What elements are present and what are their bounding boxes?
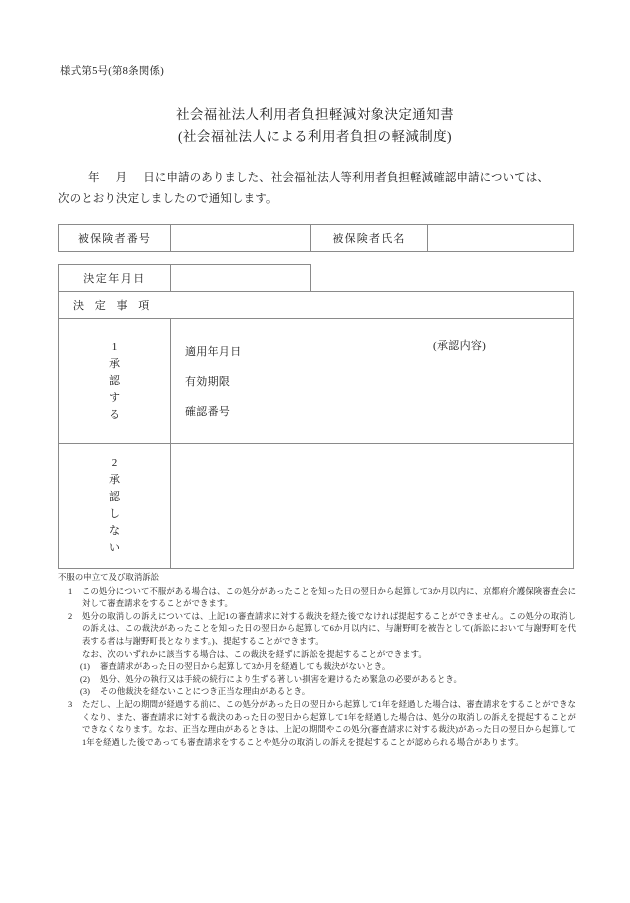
table-row [59, 444, 574, 569]
vtext-char: 2 [111, 457, 118, 469]
body-month-label: 月 [115, 172, 128, 184]
vtext-char: 承 [109, 474, 120, 486]
appeal-notes-title: 不服の申立て及び取消訴訟 [58, 573, 160, 582]
insured-name-label: 被保険者氏名 [311, 225, 428, 252]
vtext-char: 1 [111, 340, 118, 353]
note-subitem-text: 処分、処分の執行又は手続の続行により生ずる著しい損害を避けるため緊急の必要があるとき。 [100, 674, 462, 684]
approval-content-note: (承認内容) [433, 340, 487, 352]
note-text: ただし、上記の期間が経過する前に、この処分があった日の翌日から起算して1年を経過した場合は、審査請求をすることができなくなり、また、審査請求に対する裁決のあった日の翌日から起算して1年を経過した場合は、処分の取消しの訴えを提起することができなくなります。なお、正当な理由があるときは、上記の期間やこの処分(審査請求に対する裁決)があった日の翌日から起算して1年を経過した後であっても審査請求をすることや処分の取消しの訴えを提起することが認められる場合があります。 [82, 699, 576, 747]
note-subitem-number: (1) [80, 662, 90, 672]
note-number: 1 [68, 586, 73, 596]
note-subitem-text: 審査請求があった日の翌日から起算して3か月を経過しても裁決がないとき。 [100, 662, 391, 672]
decision-table [58, 264, 574, 569]
appeal-notes-section [58, 572, 576, 749]
approve-no-vertical-text [59, 455, 170, 557]
table-row [59, 292, 574, 319]
insured-number-label: 被保険者番号 [59, 225, 171, 252]
vtext-char: 承 [109, 357, 120, 370]
note-number: 2 [68, 611, 73, 621]
note-subitem-number: (3) [80, 687, 90, 697]
note-item-2-continuation: なお、次のいずれかに該当する場合は、この裁決を経ずに訴訟を提起することができます。 [82, 649, 427, 659]
decision-items-header: 決 定 事 項 [59, 292, 574, 319]
vtext-char: い [109, 542, 120, 554]
vtext-char: 認 [109, 374, 120, 387]
note-item-3 [58, 699, 576, 749]
table-row [59, 265, 574, 292]
form-number: 様式第5号(第8条関係) [60, 66, 164, 77]
title-line-1: 社会福祉法人利用者負担軽減対象決定通知書 [176, 107, 454, 122]
body-day-text: 日に申請のありました、社会福祉法人等利用者負担軽減確認申請については、 [143, 172, 549, 184]
apply-date-item: 適用年月日 [185, 346, 242, 358]
note-text: この処分について不服がある場合は、この処分があったことを知った日の翌日から起算して3か月以内に、京都府介護保険審査会に対して審査請求をすることができます。 [82, 586, 576, 609]
vtext-char: す [109, 391, 120, 404]
note-subitem-2 [80, 674, 576, 687]
note-subitem-3 [80, 686, 576, 699]
vtext-char: な [109, 525, 120, 537]
insured-name-value[interactable] [428, 225, 574, 252]
note-subitem-number: (2) [80, 674, 90, 684]
confirmation-number-item: 確認番号 [185, 406, 231, 418]
valid-period-item: 有効期限 [185, 376, 231, 388]
vtext-char: 認 [109, 491, 120, 503]
note-number: 3 [68, 699, 73, 709]
body-year-label: 年 [88, 172, 100, 184]
note-item-1 [58, 586, 576, 611]
note-subitem-text: その他裁決を経ないことにつき正当な理由があるとき。 [100, 687, 311, 697]
decision-date-value[interactable] [171, 265, 311, 292]
intro-paragraph-line-2: 次のとおり決定しましたので通知します。 [58, 193, 278, 205]
approve-yes-label [59, 319, 171, 444]
intro-paragraph [58, 168, 576, 210]
insured-number-value[interactable] [171, 225, 311, 252]
note-item-2 [58, 611, 576, 649]
vtext-char: る [109, 408, 120, 421]
approve-yes-vertical-text [59, 339, 170, 424]
title-line-2: (社会福祉法人による利用者負担の軽減制度) [178, 129, 452, 144]
vtext-char: し [109, 508, 120, 520]
decision-date-spacer [311, 265, 574, 292]
document-title [0, 104, 630, 148]
note-text: 処分の取消しの訴えについては、上記1の審査請求に対する裁決を経た後でなければ提起することができません。この処分の取消しの訴えは、この裁決があったことを知った日の翌日から起算して6か月以内に、与謝野町を被告として(訴訟において与謝野町を代表する者は与謝野町長となります。)、提起することができます。 [82, 611, 576, 646]
decision-date-label: 決定年月日 [59, 265, 171, 292]
approve-no-label [59, 444, 171, 569]
insured-person-table [58, 224, 574, 252]
intro-paragraph-line-1 [58, 168, 576, 189]
approve-yes-content[interactable] [171, 319, 574, 444]
table-row [59, 319, 574, 444]
table-row [59, 225, 574, 252]
approve-no-content[interactable] [171, 444, 574, 569]
note-subitem-1 [80, 661, 576, 674]
